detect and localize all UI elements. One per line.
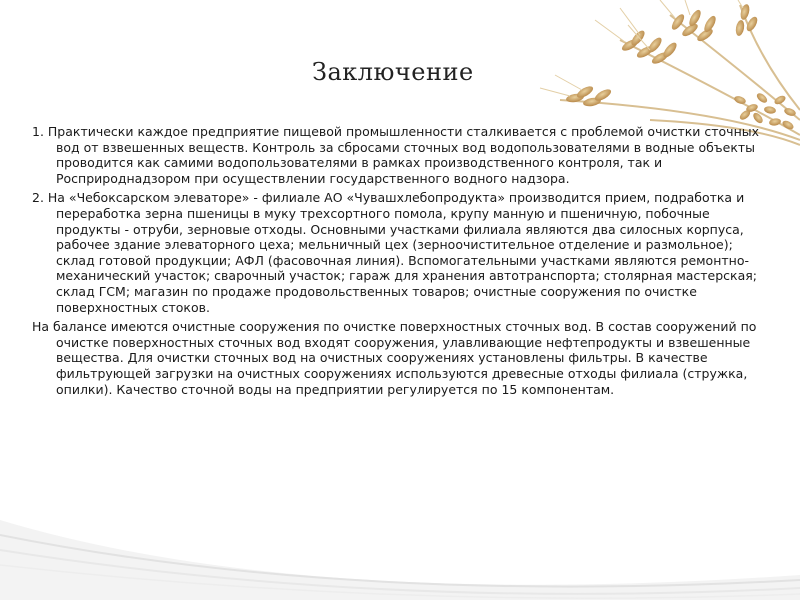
slide-title: Заключение: [312, 58, 474, 86]
paragraph-2: 2. На «Чебоксарском элеваторе» - филиале АО «Чувашхлебопродукта» производится прием, подработка и переработка зерна пшеницы в муку трехсортного помола, крупу манную и пшеничную, побочные продукты - отруби, зерновые отходы. Основными участками филиала являются два силосных корпуса, рабочее здание элеваторного цеха; мельничный цех (зерноочистительное отделение и размольное); склад готовой продукции; АФЛ (фасовочная линия). Вспомогательными участками являются ремонтно-механический участок; сварочный участок; гараж для хранения автотранспорта; столярная мастерская; склад ГСМ; магазин по продаже продовольственных товаров; очистные сооружения по очистке поверхностных стоков.: [32, 190, 757, 315]
body-text: [32, 124, 772, 401]
paragraph-1: 1. Практически каждое предприятие пищевой промышленности сталкивается с проблемой очистки сточных вод от взвешенных веществ. Контроль за сбросами сточных вод водопользователями в водные объекты проводится как самими водопользователями в рамках производственного контроля, так и Росприроднадзором при осуществлении государственного водного надзора.: [32, 124, 760, 186]
decorative-stripes: [0, 480, 800, 600]
paragraph-3: На балансе имеются очистные сооружения по очистке поверхностных сточных вод. В состав сооружений по очистке поверхностных сточных вод входят сооружения, улавливающие нефтепродукты и взвешенные вещества. Для очистки сточных вод на очистных сооружениях установлены фильтры. В качестве фильтрующей загрузки на очистных сооружениях используются древесные отходы филиала (стружка, опилки). Качество сточной воды на предприятии регулируется по 15 компонентам.: [32, 319, 757, 397]
